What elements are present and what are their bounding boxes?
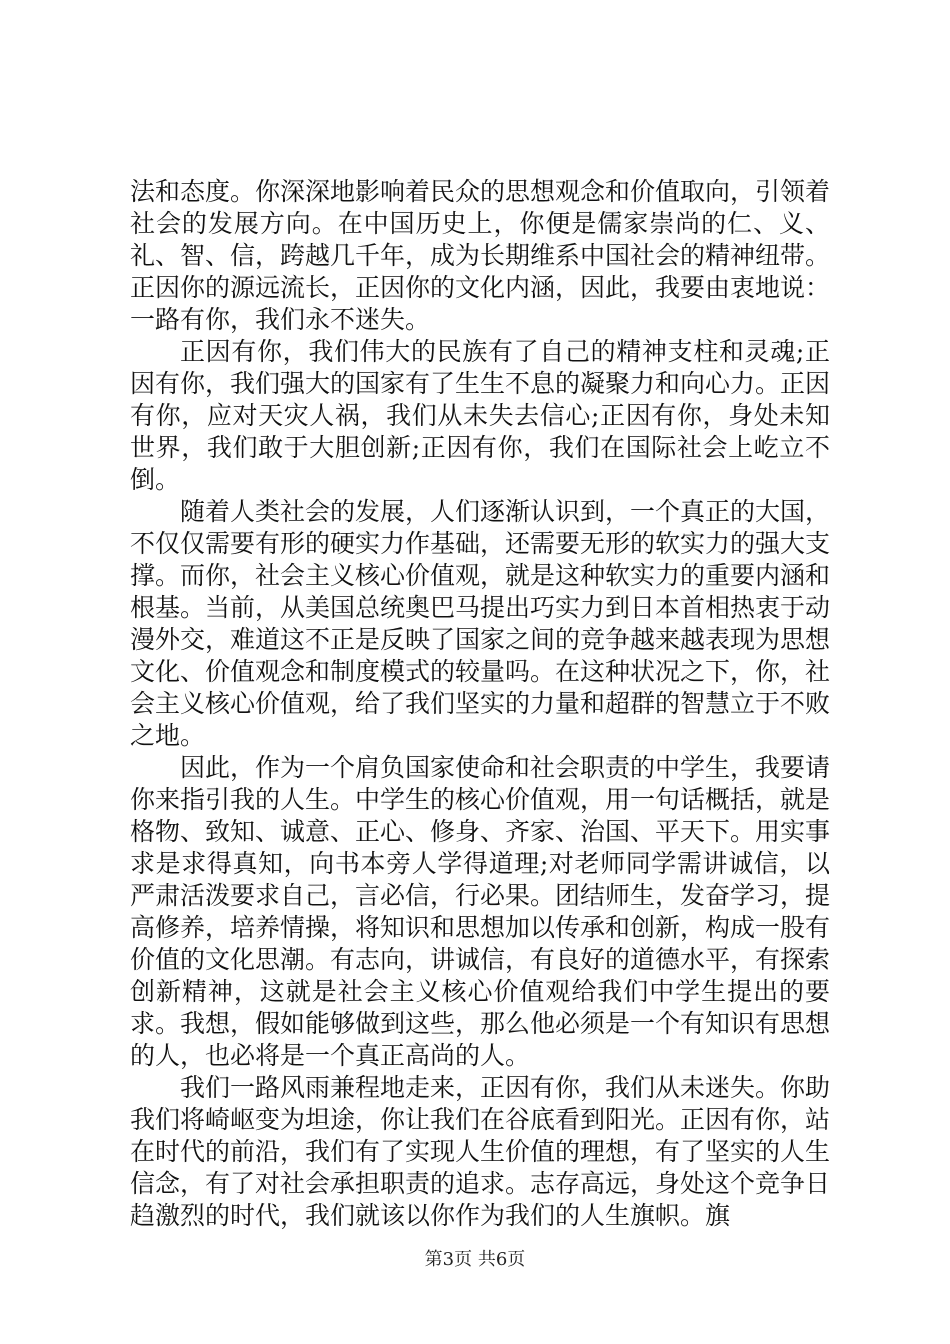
paragraph-3: 随着人类社会的发展，人们逐渐认识到，一个真正的大国，不仅仅需要有形的硬实力作基础，还需要无形的软实力的强大支撑。而你，社会主义核心价值观，就是这种软实力的重要内涵和根基。当前，从美国总统奥巴马提出巧实力到日本首相热衷于动漫外交，难道这不正是反映了国家之间的竞争越来越表现为思想文化、价值观念和制度模式的较量吗。在这种状况之下，你，社会主义核心价值观，给了我们坚实的力量和超群的智慧立于不败之地。 (130, 497, 831, 750)
paragraph-5: 我们一路风雨兼程地走来，正因有你，我们从未迷失。你助我们将崎岖变为坦途，你让我们在谷底看到阳光。正因有你，站在时代的前沿，我们有了实现人生价值的理想，有了坚实的人生信念，有了对社会承担职责的追求。志存高远，身处这个竞争日趋激烈的时代，我们就该以你作为我们的人生旗帜。旗 (130, 1073, 831, 1230)
paragraph-2: 正因有你，我们伟大的民族有了自己的精神支柱和灵魂;正因有你，我们强大的国家有了生生不息的凝聚力和向心力。正因有你，应对天灾人祸，我们从未失去信心;正因有你，身处未知世界，我们敢于大胆创新;正因有你，我们在国际社会上屹立不倒。 (130, 337, 831, 494)
paragraph-1: 法和态度。你深深地影响着民众的思想观念和价值取向，引领着社会的发展方向。在中国历史上，你便是儒家崇尚的仁、义、礼、智、信，跨越几千年，成为长期维系中国社会的精神纽带。正因你的源远流长，正因你的文化内涵，因此，我要由衷地说：一路有你，我们永不迷失。 (130, 177, 831, 334)
document-body (130, 176, 830, 1232)
paragraph-4: 因此，作为一个肩负国家使命和社会职责的中学生，我要请你来指引我的人生。中学生的核心价值观，用一句话概括，就是格物、致知、诚意、正心、修身、齐家、治国、平天下。用实事求是求得真知，向书本旁人学得道理;对老师同学需讲诚信，以严肃活泼要求自己，言必信，行必果。团结师生，发奋学习，提高修养，培养情操，将知识和思想加以传承和创新，构成一股有价值的文化思潮。有志向，讲诚信，有良好的道德水平，有探索创新精神，这就是社会主义核心价值观给我们中学生提出的要求。我想，假如能够做到这些，那么他必须是一个有知识有思想的人，也必将是一个真正高尚的人。 (130, 753, 831, 1070)
page-footer: 第3页 共6页 (424, 1249, 526, 1270)
